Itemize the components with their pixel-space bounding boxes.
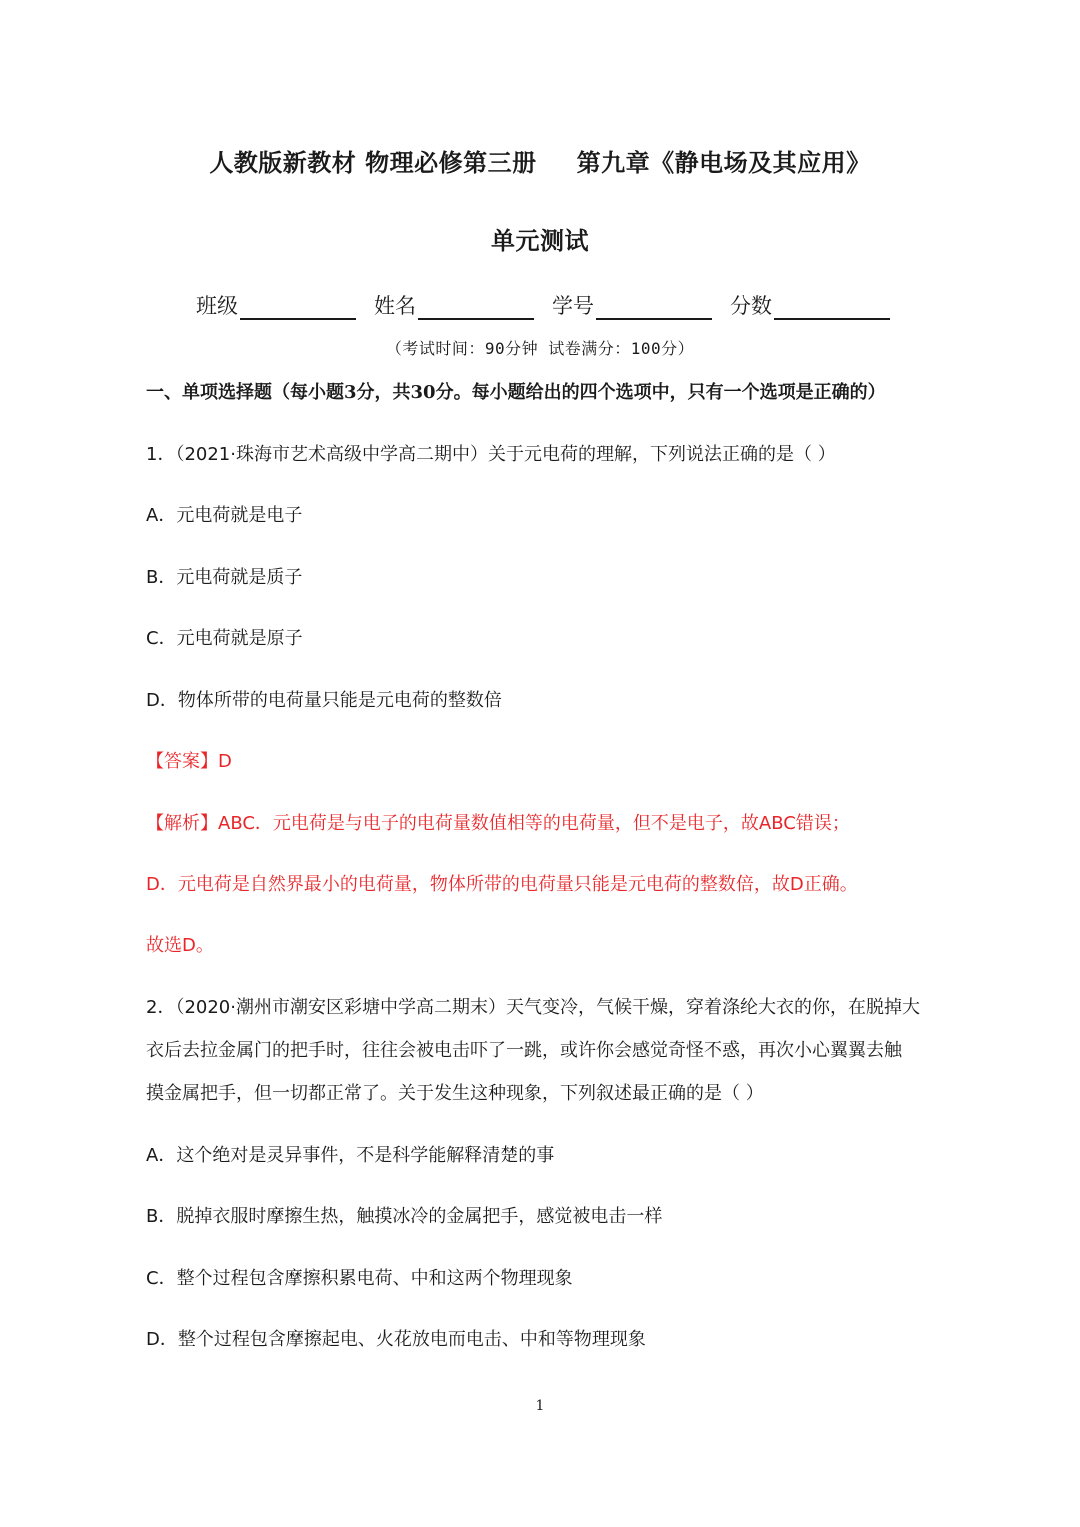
page-number: 1 [535,1398,545,1414]
q1-option-a: A．元电荷就是电子 [146,505,303,526]
name-field [374,290,542,320]
q2-option-d: D．整个过程包含摩擦起电、火花放电而电击、中和等物理现象 [146,1329,646,1350]
name-blank [418,298,534,320]
q1-answer: 【答案】D [146,751,232,772]
score-label: 分数 [730,294,772,318]
q1-analysis-line-3: 故选D。 [146,935,214,956]
q1-analysis-line-2: D．元电荷是自然界最小的电荷量，物体所带的电荷量只能是元电荷的整数倍，故D正确。 [146,874,858,895]
score-field [730,290,898,320]
class-label: 班级 [196,294,238,318]
document-title [0,143,1080,178]
class-field [196,290,364,320]
exam-note: （考试时间：90分钟 试卷满分：100分） [385,339,695,358]
q2-stem-line-3: 摸金属把手，但一切都正常了。关于发生这种现象，下列叙述最正确的是（ ） [146,1083,764,1104]
q1-analysis-line-1: 【解析】ABC．元电荷是与电子的电荷量数值相等的电荷量，但不是电子，故ABC错误； [146,813,850,834]
q1-option-d: D．物体所带的电荷量只能是元电荷的整数倍 [146,690,502,711]
q1-option-c: C．元电荷就是原子 [146,628,303,649]
q1-option-b: B．元电荷就是质子 [146,567,303,588]
title-part-chapter: 第九章《静电场及其应用》 [576,148,871,177]
q2-stem-line-2: 衣后去拉金属门的把手时，往往会被电击吓了一跳，或许你会感觉奇怪不惑，再次小心翼翼去触 [146,1040,902,1061]
q2-option-c: C．整个过程包含摩擦积累电荷、中和这两个物理现象 [146,1268,573,1289]
document-subtitle: 单元测试 [491,226,589,255]
id-label: 学号 [552,294,594,318]
id-field [552,290,720,320]
score-blank [774,298,890,320]
q2-stem-line-1: 2．（2020·潮州市潮安区彩塘中学高二期末）天气变冷，气候干燥，穿着涤纶大衣的你，在脱掉大 [146,997,920,1018]
class-blank [240,298,356,320]
id-blank [596,298,712,320]
section-heading: 一、单项选择题（每小题3分，共30分。每小题给出的四个选项中，只有一个选项是正确的） [146,382,886,403]
title-part-textbook: 人教版新教材 物理必修第三册 [209,148,537,177]
student-info-row [196,290,916,320]
q1-stem: 1．（2021·珠海市艺术高级中学高二期中）关于元电荷的理解，下列说法正确的是（ ） [146,444,836,465]
q2-option-b: B．脱掉衣服时摩擦生热，触摸冰冷的金属把手，感觉被电击一样 [146,1206,663,1227]
name-label: 姓名 [374,294,416,318]
q2-option-a: A．这个绝对是灵异事件，不是科学能解释清楚的事 [146,1145,555,1166]
